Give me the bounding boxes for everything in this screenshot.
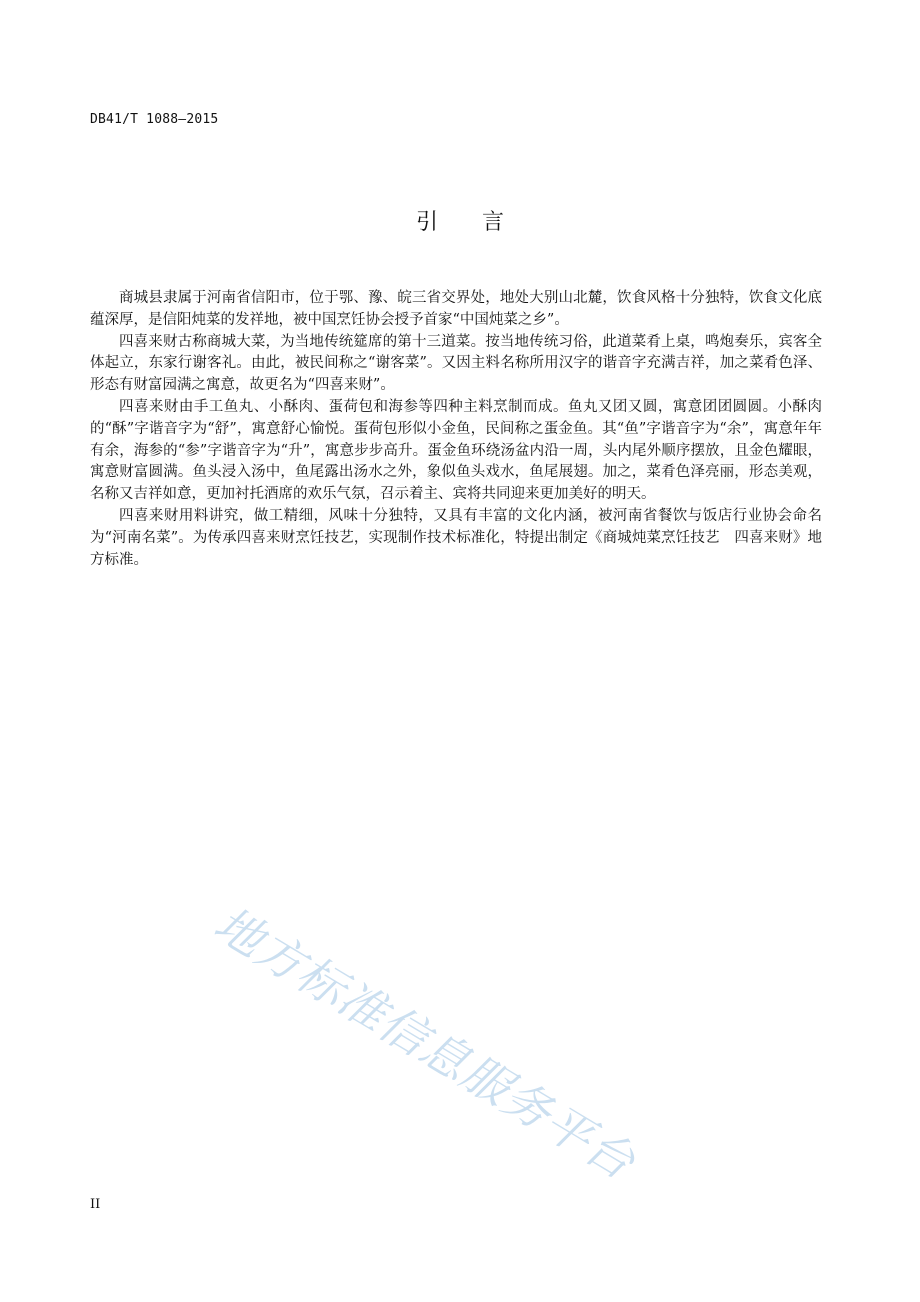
section-title: 引言 [415, 210, 548, 235]
paragraph-4: 四喜来财用料讲究，做工精细，风味十分独特，又具有丰富的文化内涵，被河南省餐饮与饭店行业协会命名为“河南名菜”。为传承四喜来财烹饪技艺，实现制作技术标准化，特提出制定《商城炖菜烹饪技艺 四喜来财》地方标准。 [90, 507, 822, 568]
paragraph-1: 商城县隶属于河南省信阳市，位于鄂、豫、皖三省交界处，地处大别山北麓，饮食风格十分独特，饮食文化底蕴深厚，是信阳炖菜的发祥地，被中国烹饪协会授予首家“中国炖菜之乡”。 [90, 290, 822, 328]
introduction-body [90, 288, 822, 571]
page-number: II [90, 1197, 101, 1212]
watermark: 地方标准信息服务平台 [204, 896, 645, 1191]
paragraph-2: 四喜来财古称商城大菜，为当地传统筵席的第十三道菜。按当地传统习俗，此道菜肴上桌，鸣炮奏乐，宾客全体起立，东家行谢客礼。由此，被民间称之“谢客菜”。又因主料名称所用汉字的谐音字充满吉祥，加之菜肴色泽、形态有财富园满之寓意，故更名为“四喜来财”。 [90, 333, 822, 394]
document-code: DB41/T 1088—2015 [90, 112, 219, 127]
paragraph-3: 四喜来财由手工鱼丸、小酥肉、蛋荷包和海参等四种主料烹制而成。鱼丸又团又圆，寓意团团圆圆。小酥肉的“酥”字谐音字为“舒”，寓意舒心愉悦。蛋荷包形似小金鱼，民间称之蛋金鱼。其“鱼”字谐音字为“余”，寓意年年有余，海参的“参”字谐音字为“升”，寓意步步高升。蛋金鱼环绕汤盆内沿一周，头内尾外顺序摆放，且金色耀眼，寓意财富圆满。鱼头浸入汤中，鱼尾露出汤水之外，象似鱼头戏水，鱼尾展翅。加之，菜肴色泽亮丽，形态美观，名称又吉祥如意，更加衬托酒席的欢乐气氛，召示着主、宾将共同迎来更加美好的明天。 [90, 398, 822, 503]
